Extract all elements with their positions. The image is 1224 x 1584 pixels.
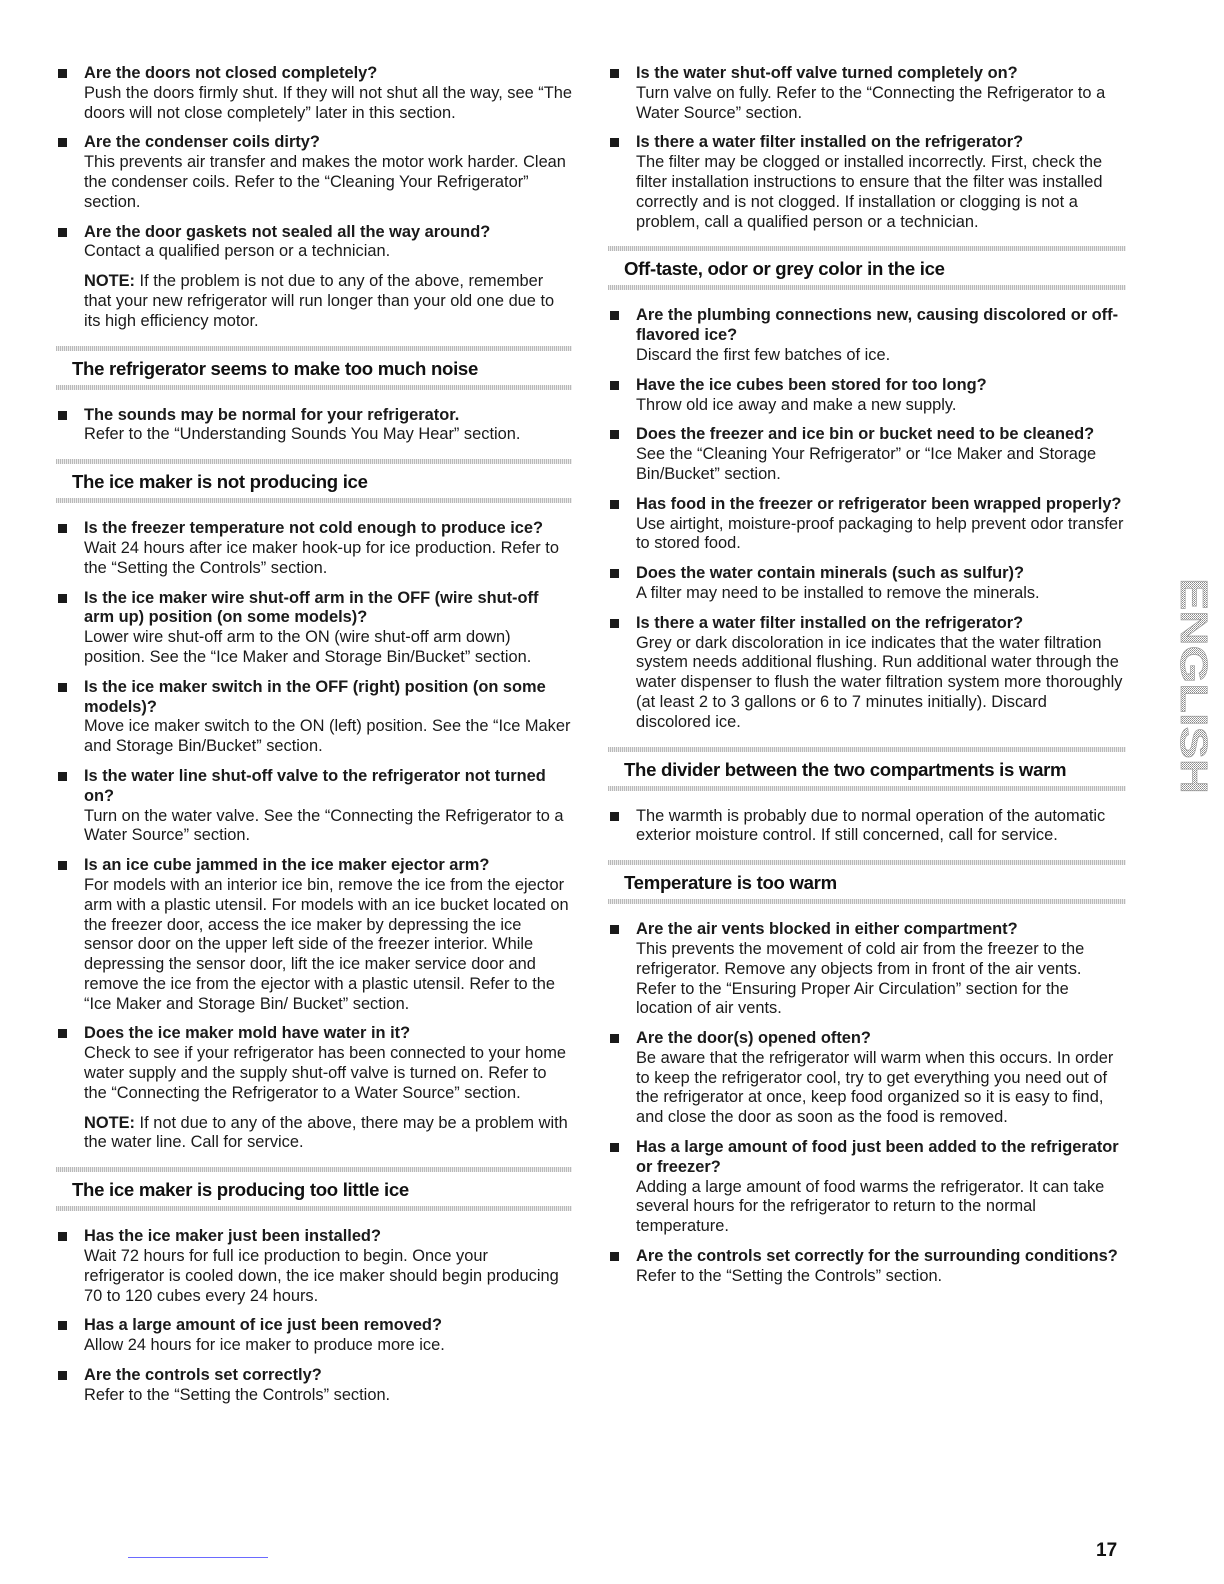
bullet [610, 430, 619, 439]
bullet [610, 1143, 619, 1152]
list-item [56, 223, 572, 263]
bullet [58, 228, 67, 237]
list-item [608, 376, 1126, 416]
question: Are the controls set correctly for the surrounding conditions? [636, 1247, 1118, 1266]
bullet [58, 594, 67, 603]
question: Are the air vents blocked in either compartment? [636, 920, 1018, 939]
answer: Push the doors firmly shut. If they will not shut all the way, see “The doors will not close completely” later in this section. [84, 83, 572, 122]
list-item [608, 64, 1126, 123]
bullet [610, 1252, 619, 1261]
question: Have the ice cubes been stored for too long? [636, 375, 987, 394]
section-rule [56, 498, 572, 503]
question: Are the controls set correctly? [84, 1366, 322, 1385]
bullet [58, 1029, 67, 1038]
list-item [56, 64, 572, 123]
bullet [58, 524, 67, 533]
bullet [58, 69, 67, 78]
answer: Use airtight, moisture-proof packaging to help prevent odor transfer to stored food. [636, 514, 1124, 553]
bullet [58, 683, 67, 692]
section-header-off-taste [608, 246, 1126, 290]
answer: This prevents the movement of cold air from the freezer to the refrigerator. Remove any objects from in front of the air vents. Refer to the “Ensuring Proper Air Circulation” section for the location of air vents. [636, 939, 1085, 1018]
section-heading: The refrigerator seems to make too much noise [72, 357, 479, 379]
section-heading: Off-taste, odor or grey color in the ice [624, 258, 945, 280]
bullet [58, 1232, 67, 1241]
answer: Discard the first few batches of ice. [636, 345, 891, 364]
list-item [56, 1024, 572, 1103]
answer: A filter may need to be installed to remove the minerals. [636, 583, 1040, 602]
answer: Turn valve on fully. Refer to the “Connecting the Refrigerator to a Water Source” section. [636, 83, 1106, 122]
answer: Adding a large amount of food warms the refrigerator. It can take several hours for the refrigerator to return to the normal temperature. [636, 1177, 1105, 1236]
question: Has a large amount of food just been added to the refrigerator or freezer? [636, 1138, 1119, 1176]
answer: Wait 72 hours for full ice production to begin. Once your refrigerator is cooled down, the ice maker should begin producing 70 to 120 cubes every 24 hours. [84, 1247, 559, 1305]
section-rule [608, 285, 1126, 290]
answer: Move ice maker switch to the ON (left) position. See the “Ice Maker and Storage Bin/Bucket” section. [84, 717, 571, 756]
english-language-tab [1148, 576, 1214, 796]
section-rule [56, 385, 572, 390]
section-heading: The ice maker is not producing ice [72, 471, 368, 493]
section-header-too-warm [608, 860, 1126, 904]
bullet [610, 619, 619, 628]
answer: Check to see if your refrigerator has been connected to your home water supply and the supply shut-off valve is turned on. Refer to the “Connecting the Refrigerator to a Water Source” section. [84, 1044, 566, 1102]
answer: Refer to the “Setting the Controls” section. [636, 1266, 943, 1285]
answer: For models with an interior ice bin, remove the ice from the ejector arm with a plastic utensil. For models with an ice bucket located on the freezer door, access the ice maker by depressing the ice sensor door on the upper left side of the freezer interior. While depressing the sensor door, lift the ice maker service door and remove the ice from the ejector with a plastic utensil. Refer to the “Ice Maker and Storage Bin/ Bucket” section. [84, 875, 569, 1013]
section-heading: The ice maker is producing too little ice [72, 1179, 409, 1201]
section-rule [56, 1206, 572, 1211]
section-heading: The divider between the two compartments is warm [624, 758, 1067, 780]
bullet [610, 381, 619, 390]
answer: Be aware that the refrigerator will warm when this occurs. In order to keep the refrigerator cool, try to get everything you need out of the refrigerator at once, keep food organized so it is easy to find, and close the door as soon as the food is removed. [636, 1048, 1114, 1127]
page-number: 17 [1096, 1540, 1118, 1561]
list-item [608, 1029, 1126, 1128]
bullet [58, 1371, 67, 1380]
question: Is an ice cube jammed in the ice maker ejector arm? [84, 856, 490, 875]
question: Does the ice maker mold have water in it? [84, 1024, 411, 1043]
question: Are the door gaskets not sealed all the way around? [84, 222, 491, 241]
section-header-divider [608, 747, 1126, 791]
bullet [58, 772, 67, 781]
bullet [58, 861, 67, 870]
answer: The warmth is probably due to normal operation of the automatic exterior moisture control. If still concerned, call for service. [636, 806, 1106, 845]
list-item [608, 614, 1126, 733]
list-item [608, 425, 1126, 484]
question: Is the ice maker switch in the OFF (right) position (on some models)? [84, 677, 546, 716]
list-item [608, 807, 1126, 847]
section-rule [608, 899, 1126, 904]
question: The sounds may be normal for your refrigerator. [84, 405, 460, 424]
bullet [610, 500, 619, 509]
question: Does the water contain minerals (such as sulfur)? [636, 564, 1025, 583]
note-label: NOTE: [84, 1113, 135, 1132]
answer: Refer to the “Understanding Sounds You May Hear” section. [84, 425, 521, 444]
list-item [608, 1247, 1126, 1287]
answer: Lower wire shut-off arm to the ON (wire shut-off arm down) position. See the “Ice Maker and Storage Bin/Bucket” section. [84, 628, 532, 666]
list-item [56, 678, 572, 757]
list-item [56, 589, 572, 668]
list-item [608, 495, 1126, 554]
bullet [58, 411, 67, 420]
bullet [58, 1321, 67, 1330]
list-item [608, 133, 1126, 232]
question: Is the water shut-off valve turned completely on? [636, 64, 1018, 82]
note [56, 1114, 572, 1154]
bullet [610, 925, 619, 934]
answer: Contact a qualified person or a technician. [84, 242, 391, 261]
answer: This prevents air transfer and makes the motor work harder. Clean the condenser coils. Refer to the “Cleaning Your Refrigerator” section. [84, 153, 566, 211]
question: Has food in the freezer or refrigerator been wrapped properly? [636, 494, 1122, 513]
english-tab-label: ENGLISH [1172, 578, 1214, 747]
bullet [610, 311, 619, 320]
answer: See the “Cleaning Your Refrigerator” or “Ice Maker and Storage Bin/Bucket” section. [636, 445, 1097, 483]
bullet [610, 138, 619, 147]
answer: Grey or dark discoloration in ice indicates that the water filtration system needs additional flushing. Run additional water through the water dispenser to flush the water filtration system more thoroughly (at least 2 to 3 gallons or 6 to 7 minutes initially). Discard discolored ice. [636, 633, 1123, 731]
list-item [56, 1366, 572, 1406]
list-item [56, 519, 572, 578]
question: Are the doors not closed completely? [84, 64, 378, 82]
left-column [56, 64, 572, 1416]
list-item [608, 564, 1126, 604]
note-label: NOTE: [84, 272, 135, 291]
list-item [56, 767, 572, 846]
section-header-no-ice [56, 459, 572, 503]
answer: Refer to the “Setting the Controls” section. [84, 1385, 391, 1404]
note-text: If the problem is not due to any of the above, remember that your new refrigerator will run longer than your old one due to its high efficiency motor. [84, 272, 555, 330]
note-text: If not due to any of the above, there may be a problem with the water line. Call for service. [84, 1113, 568, 1152]
question: Is the freezer temperature not cold enough to produce ice? [84, 519, 544, 538]
answer: Throw old ice away and make a new supply. [636, 395, 957, 414]
footer-line [128, 1557, 268, 1558]
bullet [610, 812, 619, 821]
question: Are the door(s) opened often? [636, 1029, 871, 1048]
list-item [608, 1138, 1126, 1237]
answer: Turn on the water valve. See the “Connecting the Refrigerator to a Water Source” section. [84, 806, 564, 845]
question: Is there a water filter installed on the refrigerator? [636, 613, 1024, 632]
answer: The filter may be clogged or installed incorrectly. First, check the filter installation instructions to ensure that the filter was installed correctly and is not clogged. If installation or clogging is not a problem, call a qualified person or a technician. [636, 153, 1103, 231]
list-item [56, 1227, 572, 1306]
question: Has a large amount of ice just been removed? [84, 1316, 442, 1335]
bullet [610, 69, 619, 78]
bullet [610, 569, 619, 578]
list-item [56, 1316, 572, 1356]
question: Is there a water filter installed on the refrigerator? [636, 133, 1024, 152]
note [56, 272, 572, 331]
right-column [608, 64, 1126, 1297]
section-heading: Temperature is too warm [624, 872, 837, 894]
section-rule [608, 786, 1126, 791]
answer: Allow 24 hours for ice maker to produce more ice. [84, 1336, 445, 1355]
list-item [56, 856, 572, 1014]
question: Are the plumbing connections new, causing discolored or off-flavored ice? [636, 306, 1119, 345]
bullet [58, 138, 67, 147]
question: Is the ice maker wire shut-off arm in the OFF (wire shut-off arm up) position (on some models)? [84, 588, 539, 627]
question: Does the freezer and ice bin or bucket need to be cleaned? [636, 425, 1095, 444]
section-header-little-ice [56, 1167, 572, 1211]
section-header-noise [56, 346, 572, 390]
list-item [608, 306, 1126, 365]
list-item [56, 406, 572, 446]
list-item [608, 920, 1126, 1019]
question: Has the ice maker just been installed? [84, 1227, 381, 1246]
question: Is the water line shut-off valve to the refrigerator not turned on? [84, 766, 546, 805]
answer: Wait 24 hours after ice maker hook-up for ice production. Refer to the “Setting the Controls” section. [84, 538, 559, 577]
list-item [56, 133, 572, 212]
bullet [610, 1034, 619, 1043]
question: Are the condenser coils dirty? [84, 133, 320, 152]
